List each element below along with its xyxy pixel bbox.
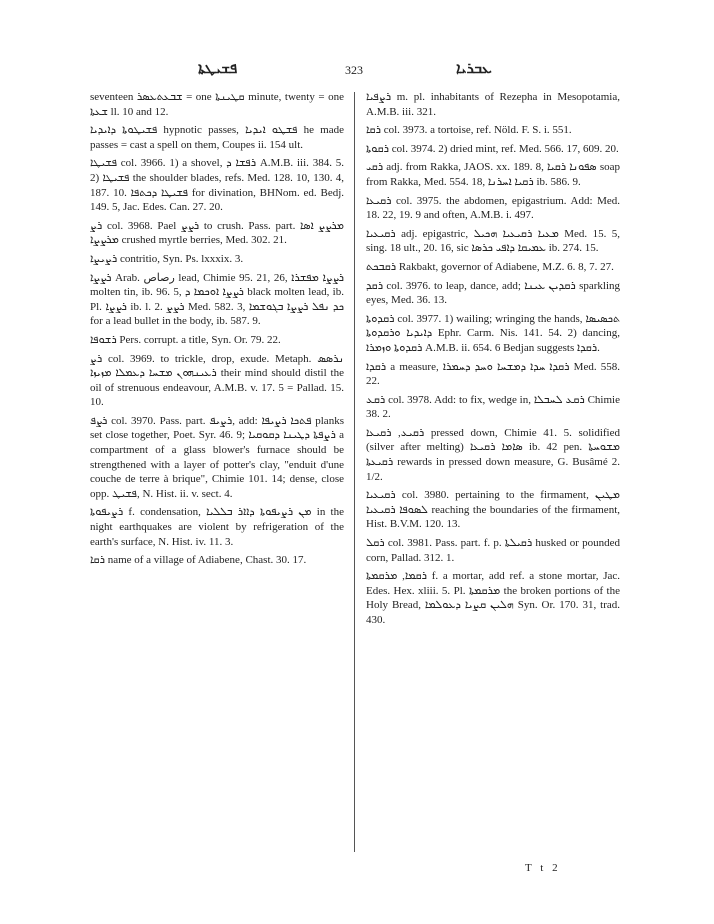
- entry: ܪܩܒܟܬ Rakbakt, governor of Adiabene, M.Z. 6. 8, 7. 27.: [366, 260, 614, 273]
- entry: ܪܩܐ name of a village of Adiabene, Chast. 30. 17.: [90, 554, 307, 567]
- right-column: [366, 90, 620, 632]
- entry: seventeen ܫܒܥܬܥܣܪ = one ܩܛܝܢܬܐ minute, twenty = one ܫܥܬܐ ll. 10 and 12.: [90, 91, 345, 118]
- signature-mark: T t 2: [525, 862, 561, 874]
- entry: ܪܩܕ col. 3976. to leap, dance, add; ܪܩܕܝܢ ܥܝܢܐ sparkling eyes, Med. 36. 13.: [366, 279, 621, 307]
- entry: ܪܨܨܐ Arab. رصاص lead, Chimie 95. 21, 26, ܪܨܨܐ ܡܦܫܪܐ molten tin, ib. 96. 5, ܪܨܨܐ ܐܘܟܡܐ ܕ black molten lead, ib. Pl. ܪܨܨܐ ib. l. 2. ܪܨܨ Med. 582. 3, ܟܕ ܢܦܠ ܪܨܨܐ ܒܓܘܫܡܐ for a lead bullet in the body, ib. 587. 9.: [90, 271, 344, 328]
- left-column: [90, 90, 344, 572]
- entry: ܪܨܦ col. 3970. Pass. part. ܪܨܝܦ, add: ܦܬܟܐ ܪܨܝܦܐ planks set close together, Poet. Syr. 46. 9; ܪܨܦܬܐ ܕܛܝܢܐ ܕܩܘܩܝܐ a compartment of a glass blower's furnace should be strengthened with a layer of potter's clay, "enduit d'une couche de terre à brique", Chimie 101. 14; dense, close opp. ܦܫܝܛ, N. Hist. ii. v. sect. 4.: [90, 414, 344, 500]
- page-number: 323: [345, 63, 363, 77]
- entry: ܪܨܦܝܐ m. pl. inhabitants of Rezepha in Mesopotamia, A.M.B. iii. 321.: [366, 91, 620, 118]
- entry: ܪܨ col. 3968. Pael ܪܨܨ to crush. Pass. part. ܡܪܨܨ ܐܣܐ ܡܪܨܨܐ crushed myrtle berries, Med. 302. 21.: [90, 219, 344, 247]
- entry: ܪܩܕܐ a measure, ܪܩܕܐ ܚܕܐ ܕܡܫܚܐ ܘܚܕ ܕܚܡܪܐ Med. 558. 22.: [366, 360, 620, 388]
- column-divider: [354, 92, 355, 852]
- entry: ܪܩܝ adj. from Rakka, JAOS. xx. 189. 8, ܣܦܘܢܐ ܪܩܝܐ soap from Rakka, Med. 554. 18, ܪܩܝܐ ܐܚܪܢܐ ib. 586. 9.: [366, 161, 620, 188]
- running-head-right: ܥܒܪܝܐ: [456, 61, 492, 77]
- entry: ܪܫܘܦܐ Pers. corrupt. a title, Syn. Or. 79. 22.: [90, 333, 281, 346]
- entry: ܪܩܐ col. 3973. a tortoise, ref. Nöld. F. S. i. 551.: [366, 124, 572, 137]
- running-head-left: ܦܫܝܛܬܐ: [198, 61, 238, 77]
- entry: ܪܩܝܥܝܐ adj. epigastric, ܡܥܝܐ ܪܩܝܥܝܐ ܗܟܝܠ Med. 15. 5, sing. 18 ult., 20. 16, sic ܥܡܝܩܐ ܕܐܦܝ ܟܪܣܐ ib. 274. 15.: [366, 227, 620, 255]
- entry: ܪܩܝܥܐ col. 3975. the abdomen, epigastrium. Add: Med. 18. 22, 19. 9 and often, A.M.B. i. 497.: [366, 194, 620, 222]
- entry: ܪܨܝܦܘܬܐ f. condensation, ܡܢ ܪܨܝܦܘܬܐ ܕܐܐܪ ܒܠܠܝܐ in the night earthquakes are violent by refrigeration of the earth's surface, N. Hist. iv. 11. 3.: [90, 506, 344, 548]
- entry: ܪܨܝܨܐ contritio, Syn. Ps. lxxxix. 3.: [90, 252, 244, 265]
- entry: ܪܩܝܥ, ܪܩܝܥܐ pressed down, Chimie 41. 5. solidified (silver after melting) ܣܐܡܐ ܪܩܝܥܐ ib. 42 pen. ܡܫܘܚܬܐ ܪܩܝܥܬܐ rewards in pressed down measure, G. Busâmé 2. 1/2.: [366, 426, 620, 483]
- entry: ܦܫܝܛܐ col. 3966. 1) a shovel, ܪܦܫܐ ܕ A.M.B. iii. 384. 5. 2) ܦܫܝܛܐ the shoulder blades, refs. Med. 128. 10, 130. 4, 187. 10. ܦܫܝܛܐ ܕܟܬܦܐ for divination, BHNom. ed. Bedj. 149. 5, Jac. Edes. Can. 27. 20.: [90, 157, 345, 214]
- entry: ܪܩܕܘܬܐ col. 3977. 1) wailing; wringing the hands, ܬܟܣܝܣܐ ܕܐܝܕܝܐ ܘܪܩܕܘܬܐ Ephr. Carm. Nis. 141. 54. 2) dancing, ܪܩܕܘܬܐ ܘܙܡܪܐ A.M.B. ii. 654. 6 Bedjan suggests ܪܩܕܐ.: [366, 312, 620, 354]
- entry: ܪܩܥ col. 3978. Add: to fix, wedge in, ܪܩܥ ܠܚܒܠܐ Chimie 38. 2.: [366, 393, 620, 421]
- entry: ܦܫܝܛܘܬܐ ܕܐܝܕܝܐ hypnotic passes, ܦܫܛܘ ܐܝܕܝܐ he made passes = cast a spell on them, Coupes ii. 154 ult.: [90, 124, 344, 151]
- entry: ܪܩܘܬܐ col. 3974. 2) dried mint, ref. Med. 566. 17, 609. 20.: [366, 142, 619, 155]
- entry: ܪܩܡܐ, ܡܪܩܡܬܐ f. a mortar, add ref. a stone mortar, Jac. Edes. Hex. xliii. 5. Pl. ܡܪܩܡܬܐ the broken portions of the Holy Bread, ܗܠܝܢ ܩܨܝܐ ܕܥܘܠܡܐ Syn. Or. 170. 31, trad. 430.: [366, 570, 621, 626]
- entry: ܪܩܠ col. 3981. Pass. part. f. p. ܪܩܝܠܬܐ husked or pounded corn, Pallad. 312. 1.: [366, 537, 620, 564]
- entry: ܪܩܝܥܝܐ col. 3980. pertaining to the firmament, ܡܛܝܢ ܠܣܘܦܐ ܪܩܝܥܝܐ reaching the boundaries of the firmament, Hist. B.V.M. 120. 13.: [366, 489, 620, 531]
- entry: ܪܨ col. 3969. to trickle, drop, exude. Metaph. ܢܪܣܣ ܪܥܝܢܗܘܢ ܡܫܚܐ ܕܥܡܠܐ ܡܙܝܙܐ their mind should distil the oil of strenuous endeavour, A.M.B. v. 17. 5 = Pallad. 15. 10.: [90, 352, 344, 409]
